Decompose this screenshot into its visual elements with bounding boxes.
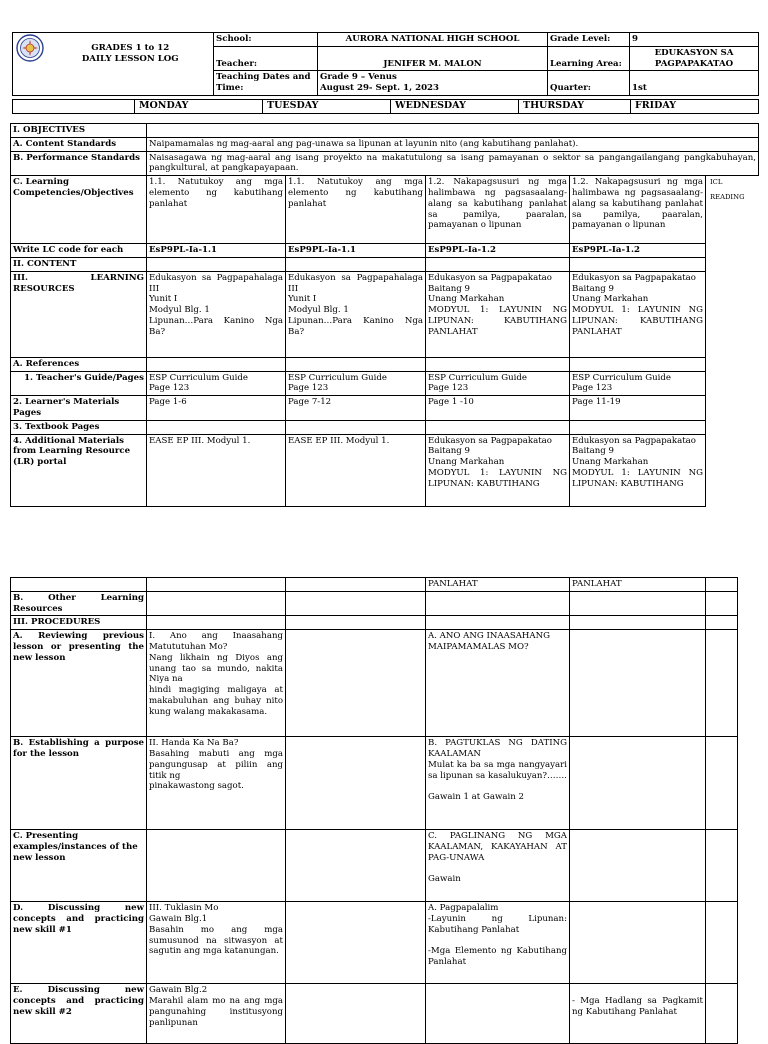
competencies-label: C. Learning Competencies/Objectives xyxy=(11,176,147,244)
reviewing-monday: I. Ano ang Inaasahang Matututuhan Mo? Nang likhain ng Diyos ang unang tao sa mundo, nakita Niya na hindi magiging maligaya at makabuluhan ang buhay nito kung walang makakasama. xyxy=(147,630,286,737)
or-fri xyxy=(706,591,738,616)
cont-thursday: PANLAHAT xyxy=(570,578,706,592)
teachers-guide-label: 1. Teacher's Guide/Pages xyxy=(11,371,147,396)
performance-standards-label: B. Performance Standards xyxy=(11,151,147,176)
learners-materials-label: 2. Learner's Materials Pages xyxy=(11,396,147,421)
competency-tuesday: 1.1. Natutukoy ang mga elemento ng kabutihang panlahat xyxy=(286,176,426,244)
establishing-purpose-label: B. Establishing a purpose for the lesson xyxy=(11,737,147,830)
lm-wednesday: Page 1 -10 xyxy=(426,396,570,421)
teacher-label: Teacher: xyxy=(214,46,318,71)
day-bar-blank xyxy=(13,100,135,114)
lc-code-tuesday: EsP9PL-Ia-1.1 xyxy=(286,244,426,258)
tg-thursday: ESP Curriculum Guide Page 123 xyxy=(570,371,706,396)
day-tuesday: TUESDAY xyxy=(263,100,391,114)
grade-level-value: 9 xyxy=(630,33,759,47)
examples-tuesday xyxy=(286,830,426,902)
quarter-value: 1st xyxy=(630,71,759,96)
resources-monday: Edukasyon sa Pagpapahalaga III Yunit I Modyul Blg. 1 Lipunan…Para Kanino Nga Ba? xyxy=(147,271,286,357)
dates-value xyxy=(318,71,548,96)
tg-tuesday: ESP Curriculum Guide Page 123 xyxy=(286,371,426,396)
competency-thursday: 1.2. Nakapagsusuri ng mga halimbawa ng pagsasaalang-alang sa kabutihang panlahat sa pamilya, paaralan, pamayanan o lipunan xyxy=(570,176,706,244)
side-icl: ICL xyxy=(710,178,723,187)
learning-area-label: Learning Area: xyxy=(548,46,630,71)
tg-wednesday: ESP Curriculum Guide Page 123 xyxy=(426,371,570,396)
lc-code-wednesday: EsP9PL-Ia-1.2 xyxy=(426,244,570,258)
add-thursday: Edukasyon sa Pagpapakatao Baitang 9 Unang Markahan MODYUL 1: LAYUNIN NG LIPUNAN: KABUTIHANG xyxy=(570,434,706,506)
dates-line-1: Grade 9 – Venus xyxy=(320,72,397,83)
procedures-heading: III. PROCEDURES xyxy=(11,616,147,630)
discussing-skill-2-label: E. Discussing new concepts and practicing new skill #2 xyxy=(11,984,147,1044)
objectives-heading-blank xyxy=(147,124,759,138)
skill-1-monday: III. Tuklasin Mo Gawain Blg.1 Basahin mo ang mga sumusunod na sitwasyon at sagutin ang mga katanungan. xyxy=(147,902,286,984)
reviewing-lesson-label: A. Reviewing previous lesson or presenting the new lesson xyxy=(11,630,147,737)
dates-line-2: August 29- Sept. 1, 2023 xyxy=(320,83,440,94)
tb-thursday xyxy=(570,420,706,434)
skill-2-monday: Gawain Blg.2 Marahil alam mo na ang mga pangunahing institusyong panlipunan xyxy=(147,984,286,1044)
header-table xyxy=(12,32,759,96)
lm-monday: Page 1-6 xyxy=(147,396,286,421)
add-tuesday: EASE EP III. Modyul 1. xyxy=(286,434,426,506)
pr-fri xyxy=(706,616,738,630)
cont-blank-tue xyxy=(286,578,426,592)
discussing-skill-1-label: D. Discussing new concepts and practicing new skill #1 xyxy=(11,902,147,984)
school-label: School: xyxy=(214,33,318,47)
skill-2-thursday: - Mga Hadlang sa Pagkamit ng Kabutihang Panlahat xyxy=(570,984,706,1044)
examples-friday xyxy=(706,830,738,902)
examples-thursday xyxy=(570,830,706,902)
resources-thursday: Edukasyon sa Pagpapakatao Baitang 9 Unang Markahan MODYUL 1: LAYUNIN NG LIPUNAN: KABUTIHANG PANLAHAT xyxy=(570,271,706,357)
tg-monday: ESP Curriculum Guide Page 123 xyxy=(147,371,286,396)
skill-2-friday xyxy=(706,984,738,1044)
day-friday: FRIDAY xyxy=(631,100,759,114)
teacher-value: JENIFER M. MALON xyxy=(318,46,548,71)
cont-blank-fri xyxy=(706,578,738,592)
examples-wednesday: C. PAGLINANG NG MGA KAALAMAN, KAKAYAHAN AT PAG-UNAWA Gawain xyxy=(426,830,570,902)
objectives-heading: I. OBJECTIVES xyxy=(11,124,147,138)
additional-materials-label: 4. Additional Materials from Learning Resource (LR) portal xyxy=(11,434,147,506)
learning-area-value: EDUKASYON SA PAGPAPAKATAO xyxy=(630,46,759,71)
skill-1-tuesday xyxy=(286,902,426,984)
side-reading: READING xyxy=(710,193,745,202)
content-blank-thu xyxy=(570,257,706,271)
ref-blank-mon xyxy=(147,357,286,371)
content-blank-wed xyxy=(426,257,570,271)
logo-cell xyxy=(13,33,48,96)
grade-level-label: Grade Level: xyxy=(548,33,630,47)
or-mon xyxy=(147,591,286,616)
lc-code-thursday: EsP9PL-Ia-1.2 xyxy=(570,244,706,258)
lc-code-label: Write LC code for each xyxy=(11,244,147,258)
dates-label: Teaching Dates and Time: xyxy=(214,71,318,96)
reviewing-wednesday: A. ANO ANG INAASAHANG MAIPAMAMALAS MO? xyxy=(426,630,570,737)
day-monday: MONDAY xyxy=(135,100,263,114)
add-monday: EASE EP III. Modyul 1. xyxy=(147,434,286,506)
pr-tue xyxy=(286,616,426,630)
friday-notes xyxy=(706,176,759,506)
content-standards-text: Naipamamalas ng mag-aaral ang pag-unawa sa lipunan at layunin nito (ang kabutihang panlahat). xyxy=(147,137,759,151)
reviewing-thursday xyxy=(570,630,706,737)
day-header-bar xyxy=(12,99,759,114)
quarter-label: Quarter: xyxy=(548,71,630,96)
content-blank-mon xyxy=(147,257,286,271)
cont-wednesday: PANLAHAT xyxy=(426,578,570,592)
or-thu xyxy=(570,591,706,616)
lc-code-monday: EsP9PL-Ia-1.1 xyxy=(147,244,286,258)
content-blank-tue xyxy=(286,257,426,271)
day-wednesday: WEDNESDAY xyxy=(391,100,519,114)
examples-monday xyxy=(147,830,286,902)
procedures-table xyxy=(10,577,738,1044)
presenting-examples-label: C. Presenting examples/instances of the new lesson xyxy=(11,830,147,902)
resources-tuesday: Edukasyon sa Pagpapahalaga III Yunit I Modyul Blg. 1 Lipunan…Para Kanino Nga Ba? xyxy=(286,271,426,357)
cont-blank-mon xyxy=(147,578,286,592)
pr-wed xyxy=(426,616,570,630)
content-standards-label: A. Content Standards xyxy=(11,137,147,151)
textbook-pages-label: 3. Textbook Pages xyxy=(11,420,147,434)
learning-resources-label: III. LEARNING RESOURCES xyxy=(11,271,147,357)
skill-2-tuesday xyxy=(286,984,426,1044)
purpose-tuesday xyxy=(286,737,426,830)
lm-thursday: Page 11-19 xyxy=(570,396,706,421)
other-resources-label: B. Other Learning Resources xyxy=(11,591,147,616)
tb-tuesday xyxy=(286,420,426,434)
ref-blank-tue xyxy=(286,357,426,371)
deped-seal-icon xyxy=(15,34,46,62)
add-wednesday: Edukasyon sa Pagpapakatao Baitang 9 Unang Markahan MODYUL 1: LAYUNIN NG LIPUNAN: KABUTIHANG xyxy=(426,434,570,506)
log-title xyxy=(48,33,214,96)
or-wed xyxy=(426,591,570,616)
skill-1-wednesday: A. Pagpapalalim -Layunin ng Lipunan: Kabutihang Panlahat -Mga Elemento ng Kabutihang Panlahat xyxy=(426,902,570,984)
or-tue xyxy=(286,591,426,616)
tb-monday xyxy=(147,420,286,434)
purpose-monday: II. Handa Ka Na Ba? Basahing mabuti ang mga pangungusap at piliin ang titik ng pinakawastong sagot. xyxy=(147,737,286,830)
reviewing-friday xyxy=(706,630,738,737)
skill-1-friday xyxy=(706,902,738,984)
content-heading: II. CONTENT xyxy=(11,257,147,271)
competency-wednesday: 1.2. Nakapagsusuri ng mga halimbawa ng pagsasaalang-alang sa kabutihang panlahat sa pamilya, paaralan, pamayanan o lipunan xyxy=(426,176,570,244)
purpose-friday xyxy=(706,737,738,830)
skill-1-thursday xyxy=(570,902,706,984)
references-label: A. References xyxy=(11,357,147,371)
ref-blank-thu xyxy=(570,357,706,371)
title-line-2: DAILY LESSON LOG xyxy=(81,53,179,64)
lm-tuesday: Page 7-12 xyxy=(286,396,426,421)
pr-thu xyxy=(570,616,706,630)
day-thursday: THURSDAY xyxy=(519,100,631,114)
school-value: AURORA NATIONAL HIGH SCHOOL xyxy=(318,33,548,47)
tb-wednesday xyxy=(426,420,570,434)
ref-blank-wed xyxy=(426,357,570,371)
objectives-table xyxy=(10,123,759,507)
performance-standards-text: Naisasagawa ng mag-aaral ang isang proyekto na makatutulong sa isang pamayanan o sektor sa pangangailangang pangkabuhayan, pangkultural, at pangkapayapaan. xyxy=(147,151,759,176)
resources-wednesday: Edukasyon sa Pagpapakatao Baitang 9 Unang Markahan MODYUL 1: LAYUNIN NG LIPUNAN: KABUTIHANG PANLAHAT xyxy=(426,271,570,357)
skill-2-wednesday xyxy=(426,984,570,1044)
competency-monday: 1.1. Natutukoy ang mga elemento ng kabutihang panlahat xyxy=(147,176,286,244)
cont-blank-label xyxy=(11,578,147,592)
purpose-thursday xyxy=(570,737,706,830)
title-line-1: GRADES 1 to 12 xyxy=(91,43,170,53)
reviewing-tuesday xyxy=(286,630,426,737)
purpose-wednesday: B. PAGTUKLAS NG DATING KAALAMAN Mulat ka ba sa mga nangyayari sa lipunan sa kasalukuyan?……. Gawain 1 at Gawain 2 xyxy=(426,737,570,830)
pr-mon xyxy=(147,616,286,630)
